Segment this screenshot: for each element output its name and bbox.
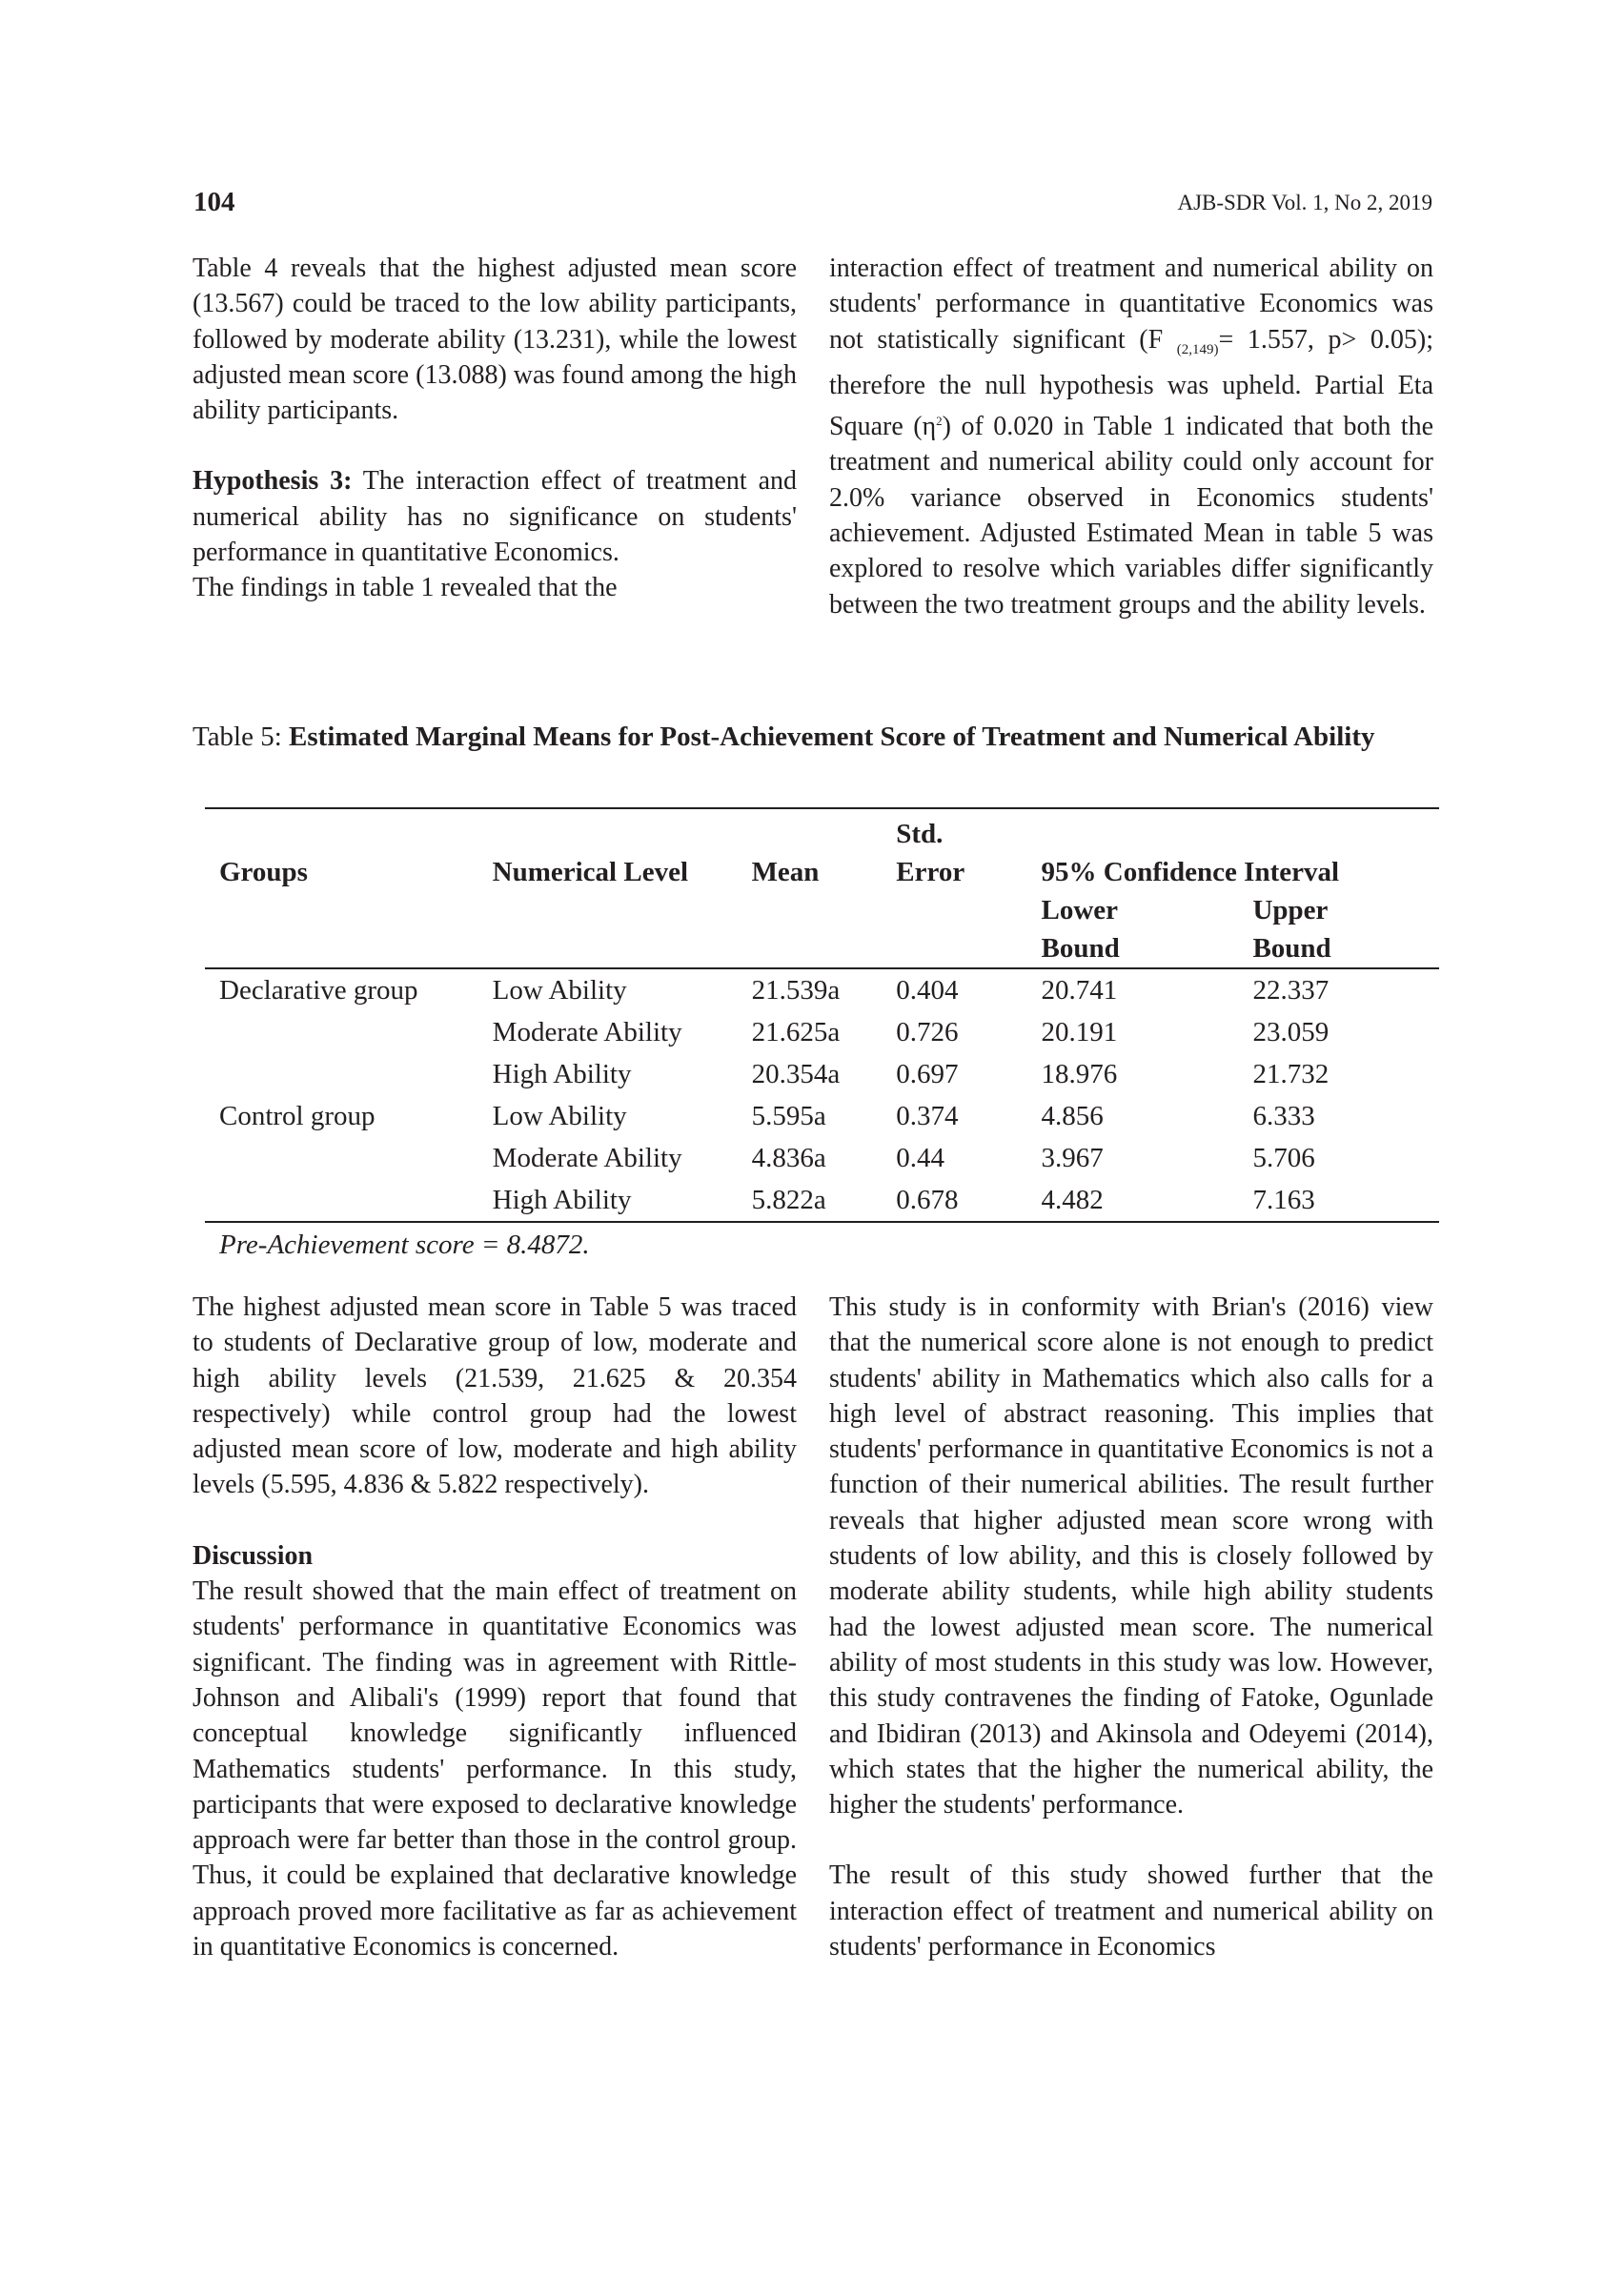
- cell-upper-bound: 23.059: [1252, 1017, 1330, 1047]
- cell-level: Low Ability: [492, 975, 627, 1006]
- table-caption: Table 5: Estimated Marginal Means for Post-Achievement Score of Treatment and Numerical Ability: [193, 722, 1375, 752]
- paragraph-hypothesis-3: [193, 463, 797, 570]
- cell-level: Low Ability: [492, 1101, 627, 1131]
- table-note: Pre-Achievement score = 8.4872.: [219, 1230, 590, 1260]
- table-row: [205, 1137, 1439, 1179]
- cell-group: [205, 1179, 493, 1222]
- paragraph-conformity: This study is in conformity with Brian's (2016) view that the numerical score alone is not enough to predict students' ability in Mathematics which also calls for a high level of abstract reasoning. This implies that students' performance in quantitative Economics is not a function of their numerical abilities. The result further reveals that higher adjusted mean score wrong with students of low ability, and this is closely followed by moderate ability students, while high ability students had the lowest adjusted mean score. The numerical ability of most students in this study was low. However, this study contravenes the finding of Fatoke, Ogunlade and Ibidiran (2013) and Akinsola and Odeyemi (2014), which states that the higher the numerical ability, the higher the students' performance.: [829, 1292, 1433, 1820]
- header-numerical-level: Numerical Level: [492, 857, 689, 887]
- cell-upper-bound: 7.163: [1252, 1185, 1315, 1215]
- table-row: [205, 1179, 1439, 1222]
- paragraph-discussion: The result showed that the main effect of treatment on students' performance in quantitative Economics was significant. The finding was in agreement with Rittle-Johnson and Alibali's (1999) report that found that conceptual knowledge significantly influenced Mathematics students' performance. In this study, participants that were exposed to declarative knowledge approach were far better than those in the control group. Thus, it could be explained that declarative knowledge approach proved more facilitative as far as achievement in quantitative Economics is concerned.: [193, 1576, 797, 1962]
- cell-group: Control group: [219, 1101, 376, 1131]
- cell-std-error: 0.678: [896, 1185, 959, 1215]
- cell-level: High Ability: [492, 1059, 632, 1089]
- cell-mean: 20.354a: [751, 1059, 841, 1089]
- table-row: [205, 968, 1439, 1011]
- table-title: Estimated Marginal Means for Post-Achievement Score of Treatment and Numerical Ability: [289, 722, 1375, 752]
- paragraph-interaction-effect: interaction effect of treatment and numerical ability on students' performance in quantitative Economics was not statistically significant (F $_{(2,149)}$= 1.557, p> 0.05); therefore the null hypothesis was upheld. Partial Eta Square $(\eta^2)$ of 0.020 in Table 1 indicated that both the treatment and numerical ability could only account for 2.0% variance observed in Economics students' achievement. Adjusted Estimated Mean in table 5 was explored to resolve which variables differ significantly between the two treatment groups and the ability levels.: [829, 254, 1433, 620]
- cell-upper-bound: 6.333: [1252, 1101, 1315, 1131]
- header-mean: Mean: [751, 857, 820, 887]
- cell-group: [205, 1011, 493, 1053]
- cell-mean: 5.822a: [751, 1185, 826, 1215]
- cell-mean: 4.836a: [751, 1143, 826, 1173]
- top-left-column: [193, 251, 797, 606]
- table-5: [205, 807, 1439, 1223]
- paragraph-table4-summary: Table 4 reveals that the highest adjusted mean score (13.567) could be traced to the low ability participants, followed by moderate ability (13.231), while the lowest adjusted mean score (13.088) was found among the high ability participants.: [193, 254, 797, 426]
- cell-std-error: 0.697: [896, 1059, 959, 1089]
- cell-lower-bound: 20.191: [1041, 1017, 1118, 1047]
- cell-group: [205, 1053, 493, 1095]
- cell-upper-bound: 22.337: [1252, 975, 1330, 1006]
- cell-lower-bound: 18.976: [1041, 1059, 1118, 1089]
- cell-std-error: 0.44: [896, 1143, 945, 1173]
- running-head: AJB-SDR Vol. 1, No 2, 2019: [1177, 191, 1432, 214]
- cell-lower-bound: 4.482: [1041, 1185, 1104, 1215]
- cell-std-error: 0.404: [896, 975, 959, 1006]
- table-row: [205, 1095, 1439, 1137]
- paragraph-interaction-result: The result of this study showed further that the interaction effect of treatment and numerical ability on students' performance in Economics: [829, 1860, 1433, 1962]
- bottom-left-column: [193, 1290, 797, 1964]
- header-lower-line1: Lower: [1041, 895, 1119, 925]
- top-right-column: [829, 251, 1433, 622]
- discussion-heading: Discussion: [193, 1540, 314, 1571]
- header-confidence-interval: 95% Confidence Interval: [1041, 857, 1340, 887]
- header-lower-line2: Bound: [1041, 933, 1120, 964]
- cell-lower-bound: 4.856: [1041, 1101, 1104, 1131]
- hypothesis-label: Hypothesis 3:: [193, 466, 353, 497]
- cell-std-error: 0.726: [896, 1017, 959, 1047]
- table-row: [205, 1011, 1439, 1053]
- paragraph-findings-intro: The findings in table 1 revealed that the: [193, 573, 618, 603]
- eta-squared-exponent: 2: [936, 414, 943, 429]
- cell-level: Moderate Ability: [492, 1017, 682, 1047]
- cell-level: Moderate Ability: [492, 1143, 682, 1173]
- header-upper-line1: Upper: [1252, 895, 1329, 925]
- cell-lower-bound: 20.741: [1041, 975, 1118, 1006]
- hypothesis-text: The interaction effect of treatment and numerical ability has no significance on students' performance in quantitative Economics.: [193, 466, 797, 568]
- cell-mean: 21.539a: [751, 975, 841, 1006]
- bottom-right-column: [829, 1290, 1433, 1964]
- cell-std-error: 0.374: [896, 1101, 959, 1131]
- cell-group: Declarative group: [219, 975, 418, 1006]
- page-number: 104: [193, 187, 235, 217]
- header-std-line1: Std.: [896, 819, 944, 849]
- header-upper-line2: Bound: [1252, 933, 1331, 964]
- header-std-line2: Error: [896, 857, 965, 887]
- paragraph-table5-summary: The highest adjusted mean score in Table 5 was traced to students of Declarative group of low, moderate and high ability levels (21.539, 21.625 & 20.354 respectively) while control group had the lowest adjusted mean score of low, moderate and high ability levels (5.595, 4.836 & 5.822 respectively).: [193, 1292, 797, 1500]
- cell-mean: 5.595a: [751, 1101, 826, 1131]
- table-row: [205, 1053, 1439, 1095]
- cell-upper-bound: 5.706: [1252, 1143, 1315, 1173]
- cell-group: [205, 1137, 493, 1179]
- f-statistic-df: (2,149): [1176, 341, 1219, 357]
- cell-mean: 21.625a: [751, 1017, 841, 1047]
- cell-level: High Ability: [492, 1185, 632, 1215]
- header-groups: Groups: [219, 857, 308, 887]
- cell-upper-bound: 21.732: [1252, 1059, 1330, 1089]
- cell-lower-bound: 3.967: [1041, 1143, 1104, 1173]
